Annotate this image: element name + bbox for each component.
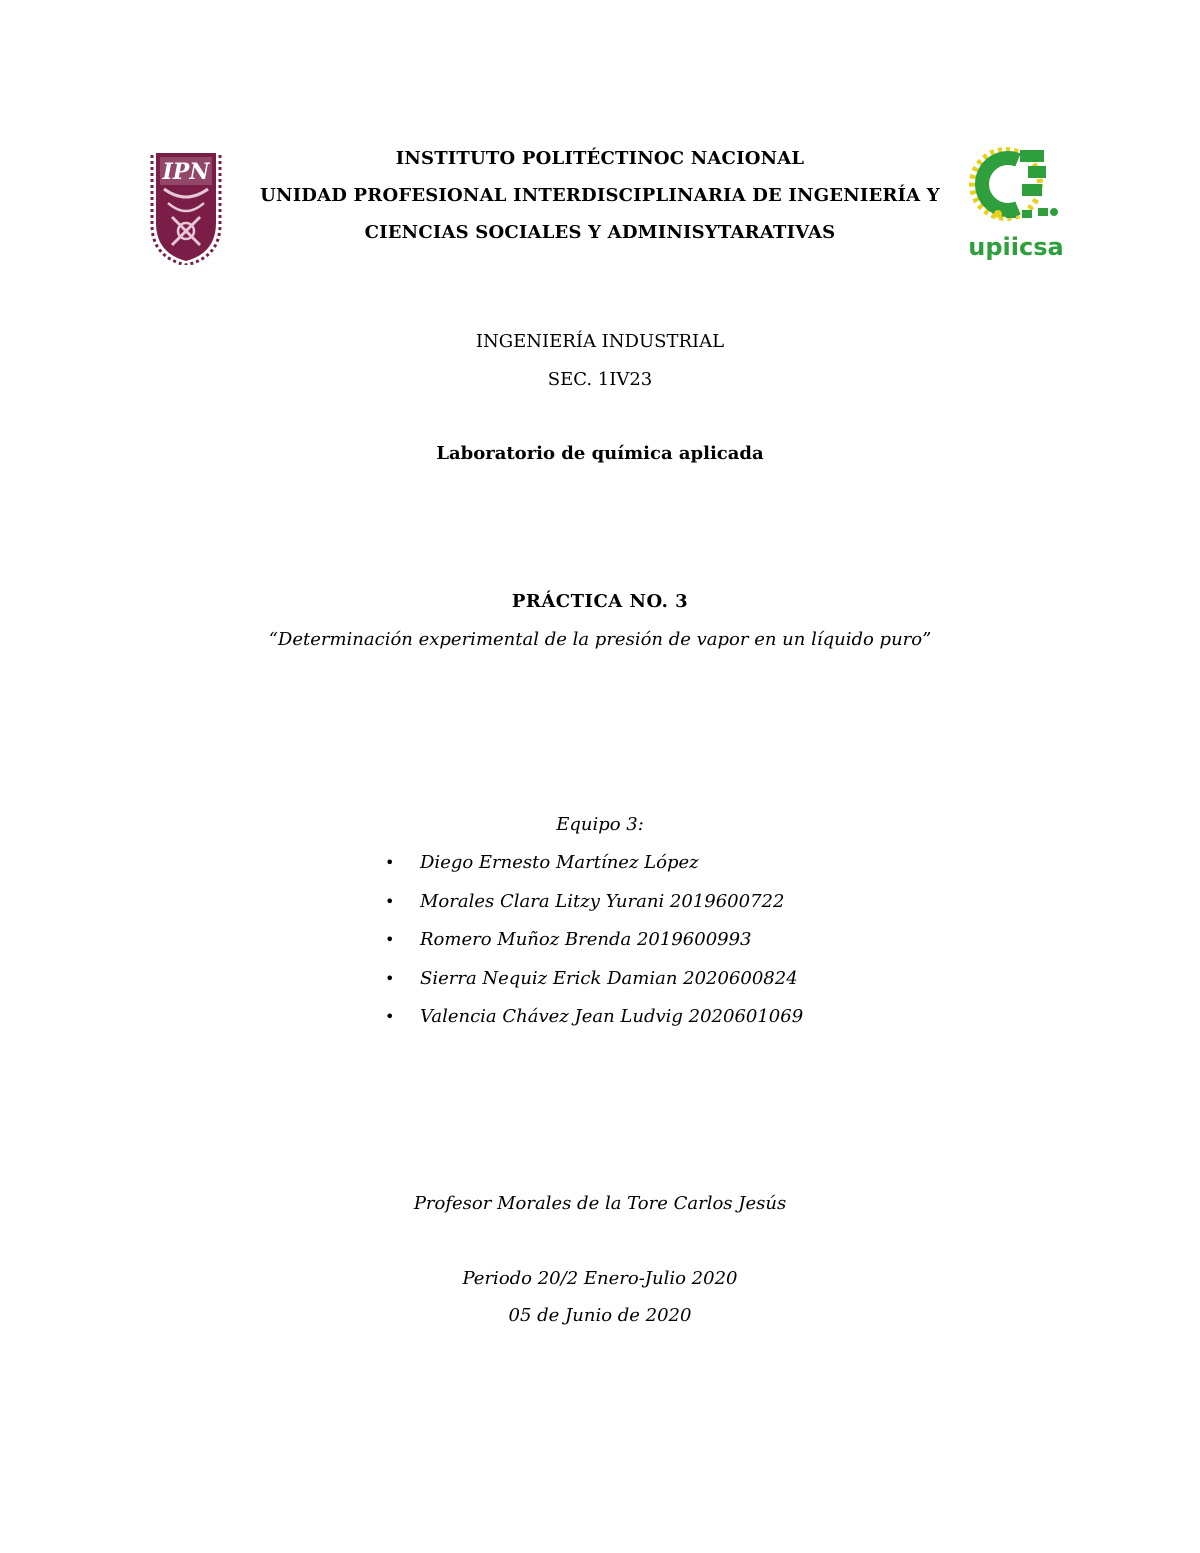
course-title: Laboratorio de química aplicada xyxy=(436,443,764,464)
list-item xyxy=(380,964,940,1003)
unit-name-line1: UNIDAD PROFESIONAL INTERDISCIPLINARIA DE INGENIERÍA Y xyxy=(260,185,940,206)
svg-text:upiicsa: upiicsa xyxy=(968,233,1064,261)
list-item xyxy=(380,887,940,926)
member-name: Morales Clara Litzy Yurani 2019600722 xyxy=(420,890,785,912)
svg-text:IPN: IPN xyxy=(162,159,210,185)
bullet-dot-icon: • xyxy=(385,968,395,988)
institution-name: INSTITUTO POLITÉCTINOC NACIONAL xyxy=(395,148,805,169)
practice-number: PRÁCTICA NO. 3 xyxy=(511,591,689,612)
bullet-dot-icon: • xyxy=(385,930,395,949)
institution-heading xyxy=(240,140,960,251)
bullet-dot-icon: • xyxy=(385,853,395,872)
member-name: Diego Ernesto Martínez López xyxy=(420,852,699,873)
practice-title: “Determinación experimental de la presión de vapor en un líquido puro” xyxy=(268,629,932,650)
career-block xyxy=(0,326,1200,396)
list-item xyxy=(380,1002,940,1041)
academic-period: Periodo 20/2 Enero-Julio 2020 xyxy=(462,1268,738,1289)
member-name: Romero Muñoz Brenda 2019600993 xyxy=(420,929,752,950)
professor-name: Profesor Morales de la Tore Carlos Jesús xyxy=(413,1193,787,1214)
ipn-logo-icon xyxy=(148,145,224,265)
bullet-dot-icon: • xyxy=(385,891,395,911)
team-label: Equipo 3: xyxy=(556,814,644,835)
member-name: Valencia Chávez Jean Ludvig 2020601069 xyxy=(420,1006,804,1027)
member-name: Sierra Nequiz Erick Damian 2020600824 xyxy=(420,967,798,989)
list-item xyxy=(380,925,940,964)
unit-name-line2: CIENCIAS SOCIALES Y ADMINISYTARATIVAS xyxy=(364,222,836,243)
document-header xyxy=(0,140,1200,275)
document-date: 05 de Junio de 2020 xyxy=(508,1305,692,1326)
upiicsa-logo-icon xyxy=(966,140,1066,264)
list-item xyxy=(380,848,940,887)
section-code: SEC. 1IV23 xyxy=(547,369,653,390)
bullet-dot-icon: • xyxy=(385,1007,395,1026)
team-members-list xyxy=(380,848,940,1041)
career-name: INGENIERÍA INDUSTRIAL xyxy=(475,331,725,352)
